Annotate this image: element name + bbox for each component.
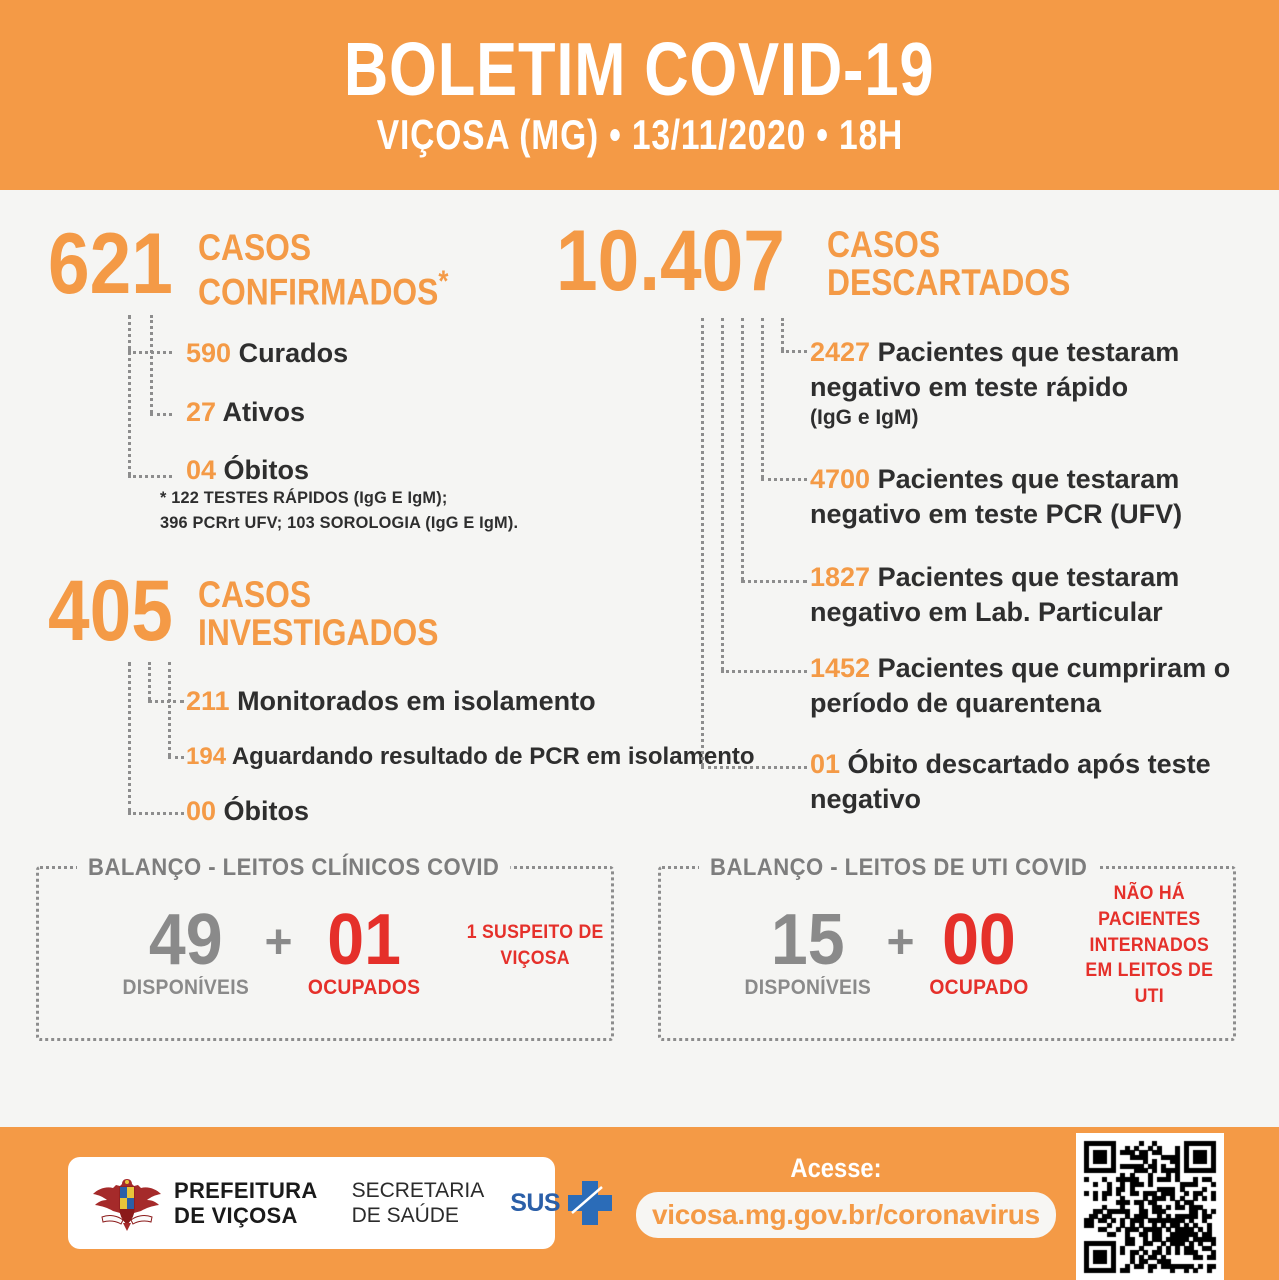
acesse-label: Acesse: bbox=[790, 1153, 882, 1183]
clinical-beds-available: 49 DISPONÍVEIS bbox=[122, 899, 250, 1000]
confirmed-total: 621 bbox=[48, 216, 173, 312]
prefeitura-label: PREFEITURA DE VIÇOSA bbox=[174, 1177, 318, 1228]
investigated-item-0: 211 Monitorados em isolamento bbox=[186, 686, 596, 716]
discarded-label-line2: DESCARTADOS bbox=[827, 261, 1071, 303]
confirmed-asterisk: * bbox=[437, 264, 448, 298]
confirmed-cases-block bbox=[48, 216, 489, 313]
investigated-label-line1: CASOS bbox=[197, 574, 311, 615]
discarded-item-1: 4700 Pacientes que testaram negativo em teste PCR (UFV) bbox=[810, 464, 1183, 530]
confirmed-label bbox=[198, 225, 448, 311]
discarded-item-3: 1452 Pacientes que cumpriram o período de quarentena bbox=[810, 653, 1231, 719]
confirmed-heading bbox=[48, 216, 489, 313]
icu-beds-box bbox=[658, 854, 1236, 1041]
clinical-beds-title: BALANÇO - LEITOS CLÍNICOS COVID bbox=[77, 854, 510, 882]
clinical-beds-plus: + bbox=[264, 916, 293, 969]
website-url[interactable]: vicosa.mg.gov.br/coronavirus bbox=[652, 1199, 1040, 1230]
icu-beds-note-line2: EM LEITOS DE UTI bbox=[1085, 960, 1214, 1007]
discarded-item-0: 2427 Pacientes que testaram negativo em teste rápido (IgG e IgM) bbox=[810, 335, 1228, 430]
discarded-item-4: 01 Óbito descartado após teste negativo bbox=[810, 749, 1211, 815]
institutional-logos bbox=[68, 1157, 561, 1249]
icu-beds-available: 15 DISPONÍVEIS bbox=[744, 899, 872, 1000]
discarded-label bbox=[827, 222, 1070, 301]
investigated-total: 405 bbox=[48, 563, 173, 659]
discarded-cases-block bbox=[556, 213, 1110, 309]
discarded-item-0-extra: (IgG e IgM) bbox=[810, 406, 919, 430]
investigated-cases-block bbox=[48, 563, 477, 659]
discarded-heading bbox=[556, 213, 1110, 309]
discarded-total: 10.407 bbox=[556, 213, 785, 309]
icu-beds-note bbox=[1072, 881, 1227, 1025]
discarded-item-2: 1827 Pacientes que testaram negativo em Lab. Particular bbox=[810, 562, 1180, 628]
icu-beds-content bbox=[661, 869, 1233, 1038]
url-pill[interactable] bbox=[636, 1192, 1056, 1238]
confirmed-item-1: 27 Ativos bbox=[186, 397, 306, 427]
clinical-beds-occupied: 01 OCUPADOS bbox=[307, 899, 420, 1000]
investigated-item-2: 00 Óbitos bbox=[186, 796, 310, 826]
icu-beds-occupied: 00 OCUPADO bbox=[928, 899, 1029, 1000]
sus-cross-icon bbox=[562, 1175, 618, 1231]
investigated-heading bbox=[48, 563, 477, 659]
discarded-label-line1: CASOS bbox=[827, 224, 941, 265]
confirmed-note bbox=[160, 486, 518, 535]
qr-code[interactable] bbox=[1076, 1133, 1224, 1280]
investigated-item-1: 194 Aguardando resultado de PCR em isolamento bbox=[186, 743, 755, 770]
investigated-label-line2: INVESTIGADOS bbox=[197, 611, 438, 653]
vicosa-coat-of-arms-icon bbox=[90, 1173, 164, 1233]
investigated-label bbox=[198, 572, 438, 651]
statistics-board bbox=[0, 190, 1279, 1127]
confirmed-note-line1: * 122 TESTES RÁPIDOS (IgG E IgM); bbox=[160, 488, 448, 507]
sus-label: SUS bbox=[510, 1188, 561, 1217]
clinical-beds-box bbox=[36, 854, 614, 1041]
confirmed-label-line1: CASOS bbox=[197, 227, 311, 268]
secretaria-label: SECRETARIA DE SAÚDE bbox=[351, 1178, 485, 1227]
icu-beds-note-line1: NÃO HÁ PACIENTES INTERNADOS bbox=[1089, 883, 1210, 956]
page-title: BOLETIM COVID-19 bbox=[344, 26, 935, 111]
access-section bbox=[636, 1153, 1040, 1238]
page-header bbox=[0, 0, 1279, 190]
clinical-beds-note: 1 SUSPEITO DE VIÇOSA bbox=[466, 921, 604, 969]
icu-beds-title: BALANÇO - LEITOS DE UTI COVID bbox=[699, 854, 1098, 882]
sus-logo bbox=[510, 1175, 618, 1231]
page-subtitle: VIÇOSA (MG) • 13/11/2020 • 18H bbox=[376, 111, 903, 159]
icu-beds-plus: + bbox=[886, 916, 915, 969]
confirmed-note-line2: 396 PCRrt UFV; 103 SOROLOGIA (IgG E IgM). bbox=[160, 512, 519, 532]
clinical-beds-content bbox=[39, 869, 611, 1038]
confirmed-label-line2: CONFIRMADOS* bbox=[197, 264, 448, 313]
confirmed-item-0: 590 Curados bbox=[186, 338, 349, 368]
confirmed-item-2: 04 Óbitos bbox=[186, 455, 310, 485]
